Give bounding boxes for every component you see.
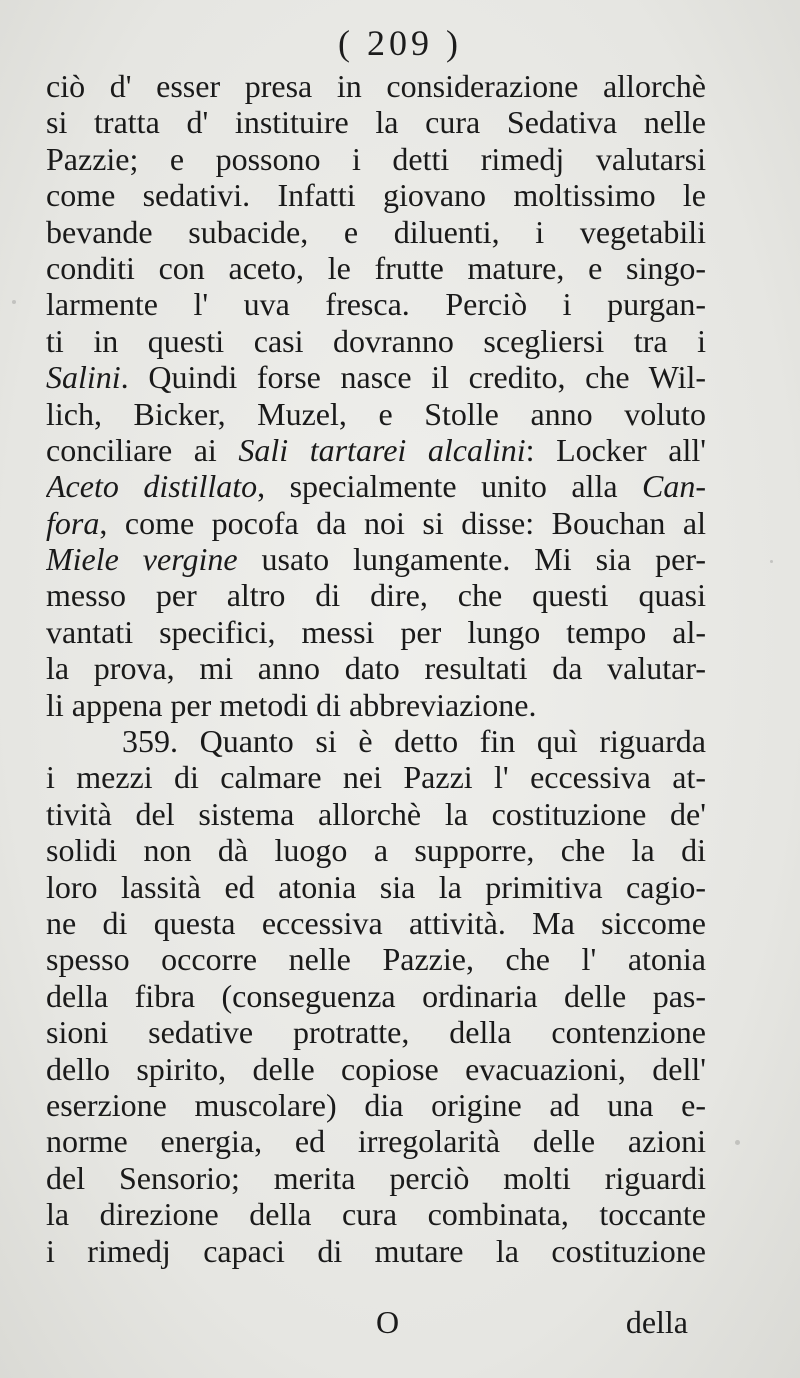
text-segment: spesso occorre nelle Pazzie, che l' atonia	[46, 941, 706, 978]
text-line	[46, 978, 706, 1014]
text-segment: eserzione muscolare) dia origine ad una e-	[46, 1086, 706, 1123]
text-segment: norme energia, ed irregolarità delle azioni	[46, 1123, 706, 1160]
text-line	[46, 141, 706, 177]
text-line	[46, 723, 706, 759]
text-line	[46, 323, 706, 359]
text-segment: solidi non dà luogo a supporre, che la di	[46, 832, 706, 869]
catchword: della	[625, 1304, 688, 1340]
text-segment: li appena per metodi di abbreviazione.	[46, 686, 537, 723]
text-line	[46, 687, 706, 723]
text-line	[46, 941, 706, 977]
text-segment: Pazzie; e possono i detti rimedj valutarsi	[46, 140, 706, 177]
text-line	[46, 614, 706, 650]
paper-speck	[735, 1140, 740, 1145]
text-segment: , specialmente unito alla	[257, 468, 643, 505]
text-segment: dello spirito, delle copiose evacuazioni, dell'	[46, 1050, 706, 1087]
text-segment: la direzione della cura combinata, toccante	[46, 1196, 706, 1233]
text-segment: usato lungamente. Mi sia per-	[237, 541, 706, 578]
text-segment: messo per altro di dire, che questi quasi	[46, 577, 706, 614]
text-segment: vantati specifici, messi per lungo tempo al-	[46, 613, 706, 650]
text-segment: tività del sistema allorchè la costituzione de'	[46, 795, 706, 832]
text-line	[46, 1087, 706, 1123]
text-segment: lich, Bicker, Muzel, e Stolle anno voluto	[46, 395, 706, 432]
text-segment: i mezzi di calmare nei Pazzi l' eccessiva at-	[46, 759, 706, 796]
text-segment: . Quindi forse nasce il credito, che Wil-	[120, 359, 706, 396]
text-segment: conciliare ai	[46, 431, 239, 468]
text-line	[46, 286, 706, 322]
text-segment: larmente l' uva fresca. Perciò i purgan-	[46, 286, 706, 323]
signature-mark: O	[376, 1304, 400, 1340]
text-line	[46, 1051, 706, 1087]
text-segment: la prova, mi anno dato resultati da valutar-	[46, 650, 706, 687]
text-line	[46, 177, 706, 213]
text-segment: loro lassità ed atonia sia la primitiva cagio-	[46, 868, 706, 905]
italic-text: Aceto distillato	[46, 468, 258, 505]
italic-text: Can-	[642, 468, 706, 505]
text-line	[46, 759, 706, 795]
text-segment: della fibra (conseguenza ordinaria delle pas-	[46, 977, 706, 1014]
text-line	[46, 650, 706, 686]
page-footer	[46, 1302, 706, 1342]
text-line	[46, 432, 706, 468]
text-line	[46, 1160, 706, 1196]
text-line	[46, 359, 706, 395]
text-line	[46, 832, 706, 868]
page-number: ( 209 )	[338, 23, 462, 63]
text-line	[46, 1123, 706, 1159]
text-line	[46, 1196, 706, 1232]
text-line	[46, 250, 706, 286]
text-line	[46, 214, 706, 250]
paper-speck	[770, 560, 773, 563]
text-line	[46, 396, 706, 432]
text-line	[46, 869, 706, 905]
text-line	[46, 577, 706, 613]
text-line	[46, 796, 706, 832]
text-segment: bevande subacide, e diluenti, i vegetabili	[46, 213, 706, 250]
text-line	[46, 1014, 706, 1050]
italic-text: fora	[46, 504, 100, 541]
text-segment: , come pocofa da noi si disse: Bouchan al	[99, 504, 706, 541]
italic-text: Salini	[46, 359, 121, 396]
text-line	[46, 468, 706, 504]
text-segment: si tratta d' instituire la cura Sedativa nelle	[46, 104, 706, 141]
text-line	[46, 1233, 706, 1269]
text-segment: : Locker all'	[525, 431, 706, 468]
text-segment: 359. Quanto si è detto fin quì riguarda	[122, 723, 706, 760]
paper-speck	[12, 300, 16, 304]
text-segment: i rimedj capaci di mutare la costituzione	[46, 1232, 706, 1269]
text-segment: del Sensorio; merita perciò molti riguardi	[46, 1159, 706, 1196]
italic-text: Sali tartarei alcalini	[238, 431, 526, 468]
text-line	[46, 68, 706, 104]
text-segment: ne di questa eccessiva attività. Ma siccome	[46, 904, 706, 941]
text-segment: come sedativi. Infatti giovano moltissimo le	[46, 177, 706, 214]
text-line	[46, 104, 706, 140]
italic-text: Miele vergine	[46, 541, 238, 578]
text-segment: conditi con aceto, le frutte mature, e singo-	[46, 249, 706, 286]
text-segment: ciò d' esser presa in considerazione allorchè	[46, 68, 706, 104]
text-segment: ti in questi casi dovranno scegliersi tra i	[46, 322, 706, 359]
text-line	[46, 505, 706, 541]
text-line	[46, 905, 706, 941]
text-segment: sioni sedative protratte, della contenzione	[46, 1014, 706, 1051]
body-text	[46, 68, 706, 1269]
text-line	[46, 541, 706, 577]
